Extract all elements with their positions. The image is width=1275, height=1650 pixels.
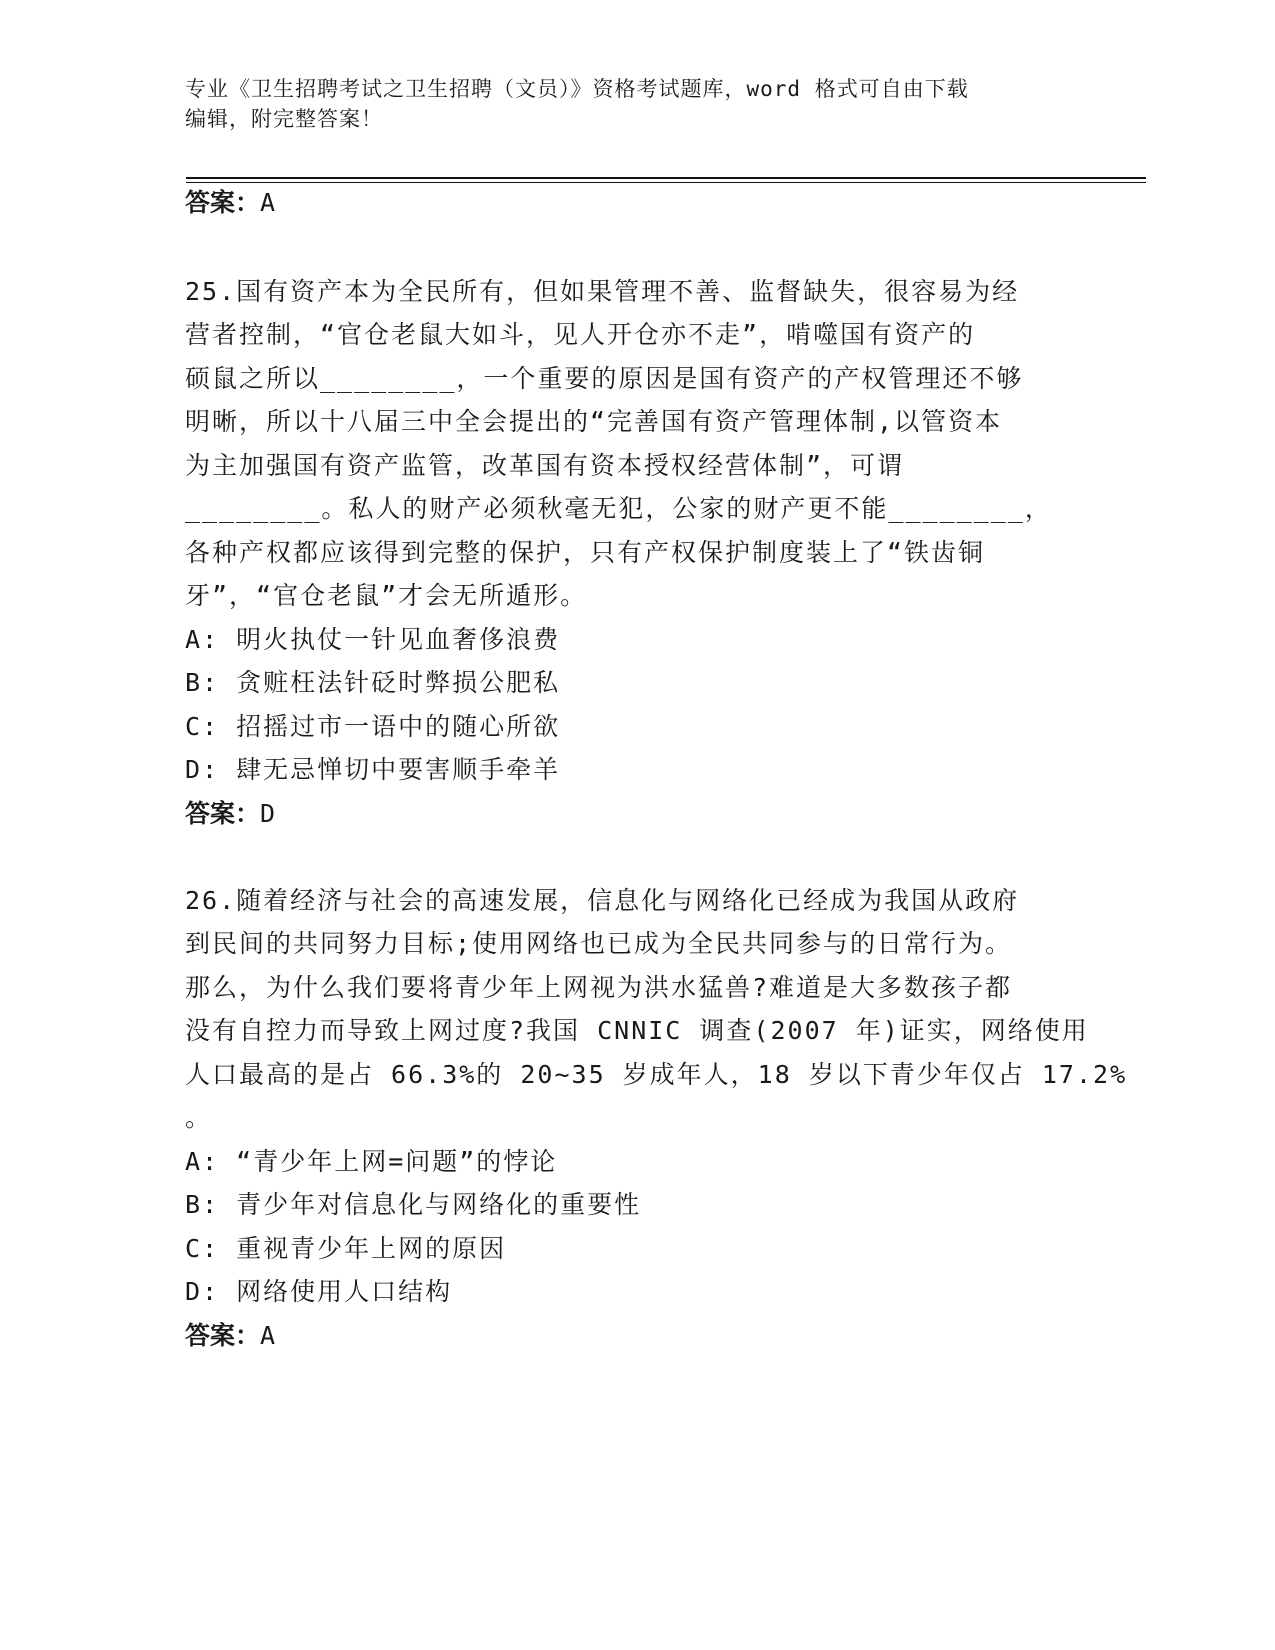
header-line-1: 专业《卫生招聘考试之卫生招聘（文员）》资格考试题库，word 格式可自由下载 [185, 77, 969, 101]
question-25-line: 硕鼠之所以________，一个重要的原因是国有资产的产权管理还不够 [185, 364, 1024, 393]
question-26-line: 人口最高的是占 66.3%的 20~35 岁成年人，18 岁以下青少年仅占 17.2% [185, 1060, 1128, 1089]
question-25-option-d: D: 肆无忌惮切中要害顺手牵羊 [185, 755, 561, 784]
document-header [185, 74, 1085, 134]
question-25-line: 牙”，“官仓老鼠”才会无所遁形。 [185, 581, 588, 610]
answer-value: A [260, 1321, 276, 1350]
question-25-option-c: C: 招摇过市一语中的随心所欲 [185, 712, 561, 741]
answer-label: 答案： [185, 799, 261, 828]
header-divider-thick [186, 177, 1146, 179]
question-26-answer [185, 1321, 275, 1351]
question-25-line: 为主加强国有资产监管，改革国有资本授权经营体制”，可谓 [185, 451, 905, 480]
question-25-line: 25.国有资产本为全民所有，但如果管理不善、监督缺失，很容易为经 [185, 277, 1020, 306]
answer-value: A [260, 188, 276, 217]
question-26-option-c: C: 重视青少年上网的原因 [185, 1234, 507, 1263]
answer-prev [185, 188, 275, 218]
question-26-line: 。 [185, 1103, 213, 1132]
answer-label: 答案： [185, 1321, 261, 1350]
question-25-line: 营者控制，“官仓老鼠大如斗，见人开仓亦不走”，啃噬国有资产的 [185, 320, 976, 349]
question-26-line: 26.随着经济与社会的高速发展，信息化与网络化已经成为我国从政府 [185, 886, 1020, 915]
question-25-line: 各种产权都应该得到完整的保护，只有产权保护制度装上了“铁齿铜 [185, 538, 986, 567]
question-26-option-b: B: 青少年对信息化与网络化的重要性 [185, 1190, 642, 1219]
question-26-line: 那么，为什么我们要将青少年上网视为洪水猛兽?难道是大多数孩子都 [185, 973, 1013, 1002]
question-25-option-b: B: 贪赃枉法针砭时弊损公肥私 [185, 668, 561, 697]
question-25-line: ________。私人的财产必须秋毫无犯，公家的财产更不能________， [185, 494, 1052, 523]
question-25-line: 明晰，所以十八届三中全会提出的“完善国有资产管理体制,以管资本 [185, 407, 1003, 436]
header-line-2: 编辑，附完整答案！ [185, 107, 383, 131]
question-26-option-d: D: 网络使用人口结构 [185, 1277, 453, 1306]
answer-value: D [260, 799, 276, 828]
question-25-option-a: A: 明火执仗一针见血奢侈浪费 [185, 625, 561, 654]
question-26-line: 到民间的共同努力目标;使用网络也已成为全民共同参与的日常行为。 [185, 929, 1013, 958]
answer-label: 答案： [185, 188, 261, 217]
question-25-answer [185, 799, 275, 829]
question-26-option-a: A: “青少年上网=问题”的悖论 [185, 1147, 558, 1176]
question-26-line: 没有自控力而导致上网过度?我国 CNNIC 调查(2007 年)证实，网络使用 [185, 1016, 1089, 1045]
header-divider-thin [186, 182, 1146, 183]
